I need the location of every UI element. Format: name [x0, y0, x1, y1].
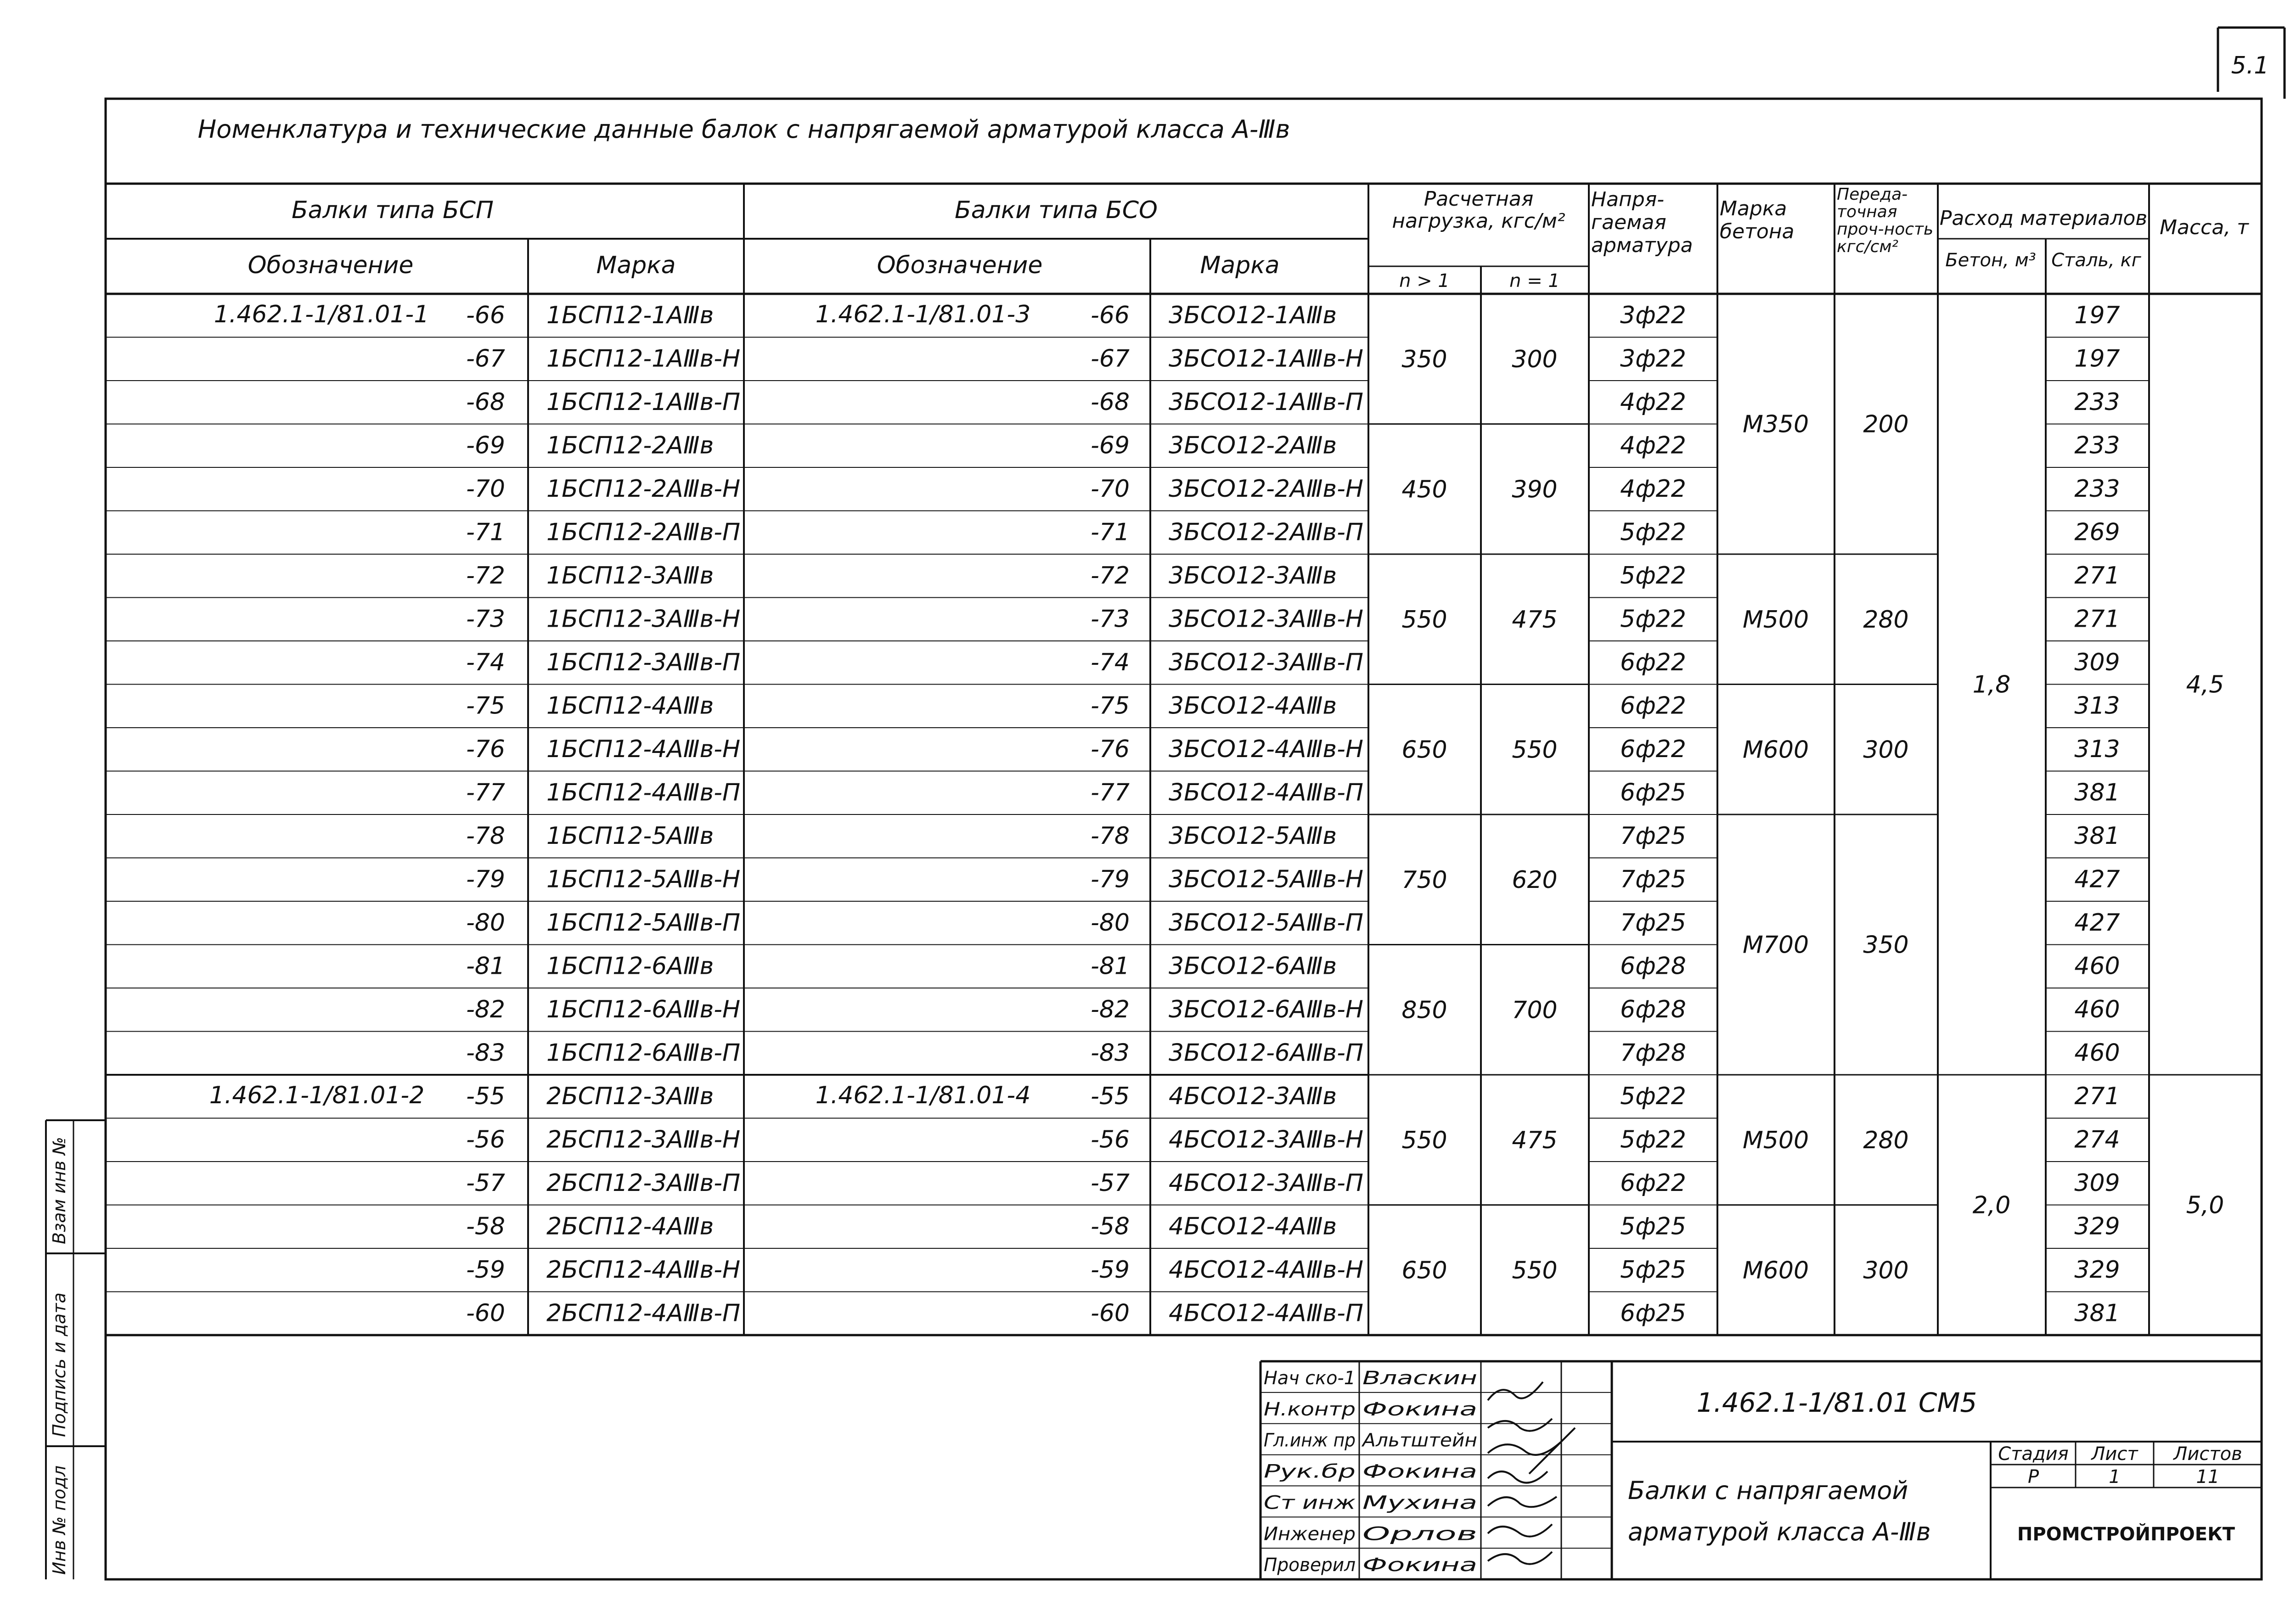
bsp-row-number: -66	[466, 302, 505, 329]
load-n-eq1-cell: 700	[1512, 996, 1558, 1024]
bso-row-mark: 3БСО12-5АⅢв	[1169, 822, 1337, 850]
steel-cell: 381	[2074, 779, 2120, 807]
bso-row-mark: 3БСО12-4АⅢв	[1169, 692, 1337, 720]
bso-row-number: -58	[1091, 1213, 1130, 1241]
bso-row-number: -79	[1091, 865, 1130, 893]
rebar-cell: 5ф22	[1620, 518, 1686, 546]
stamp-role: Рук.бр	[1264, 1461, 1356, 1482]
steel-cell: 309	[2074, 649, 2120, 676]
bsp-row-number: -82	[466, 996, 505, 1023]
stamp-role: Гл.инж пр	[1264, 1430, 1356, 1451]
rebar-cell: 4ф22	[1620, 475, 1686, 503]
stamp-person-name: Орлов	[1362, 1523, 1477, 1545]
bso-row-mark: 3БСО12-3АⅢв-П	[1169, 649, 1363, 676]
bso-row-number: -68	[1091, 388, 1130, 416]
rebar-cell: 4ф22	[1620, 388, 1686, 416]
bsp-group-header: Балки типа БСП	[291, 197, 494, 224]
concrete-grade-cell: М500	[1742, 1126, 1809, 1154]
bsp-row-number: -58	[466, 1213, 505, 1241]
stamp-role: Н.контр	[1264, 1398, 1356, 1420]
stamp-person-name: Фокина	[1362, 1555, 1477, 1576]
bsp-row-mark: 1БСП12-5АⅢв	[546, 822, 714, 850]
concrete-grade-cell: М500	[1742, 606, 1809, 634]
stage-value: Р	[2027, 1466, 2039, 1488]
bso-row-number: -81	[1091, 952, 1130, 980]
bsp-row-mark: 1БСП12-4АⅢв-Н	[546, 736, 741, 763]
load-n-gt1-cell: 650	[1401, 736, 1447, 764]
steel-cell: 233	[2074, 475, 2120, 503]
bsp-row-number: -60	[466, 1299, 505, 1327]
steel-cell: 197	[2074, 302, 2120, 329]
bsp-row-mark: 1БСП12-4АⅢв-П	[546, 779, 741, 807]
bsp-row-number: -69	[466, 432, 505, 460]
bso-designation-prefix: 1.462.1-1/81.01-3	[815, 301, 1031, 328]
bso-row-mark: 4БСО12-3АⅢв-П	[1169, 1169, 1363, 1197]
load-n-eq1-header: n = 1	[1509, 270, 1560, 292]
sheets-label: Листов	[2173, 1443, 2242, 1465]
stamp-person-name: Мухина	[1362, 1492, 1477, 1514]
steel-cell: 427	[2074, 909, 2120, 937]
bsp-mark-header: Марка	[596, 252, 676, 279]
rebar-cell: 5ф25	[1620, 1213, 1686, 1241]
bsp-row-mark: 1БСП12-5АⅢв-Н	[546, 865, 741, 893]
bso-row-mark: 3БСО12-5АⅢв-Н	[1169, 865, 1363, 893]
bso-row-number: -73	[1091, 605, 1130, 633]
bsp-row-number: -71	[466, 518, 505, 546]
mass-header: Масса, т	[2160, 216, 2249, 239]
bso-row-mark: 3БСО12-2АⅢв-Н	[1169, 475, 1363, 503]
bso-row-number: -66	[1091, 302, 1130, 329]
load-n-gt1-cell: 350	[1401, 345, 1447, 373]
stamp-person-name: Альтштейн	[1361, 1430, 1477, 1451]
bsp-row-mark: 1БСП12-6АⅢв-Н	[546, 996, 741, 1023]
bso-row-number: -67	[1091, 345, 1130, 373]
organization-name: ПРОМСТРОЙПРОЕКТ	[2017, 1524, 2235, 1545]
bsp-row-mark: 1БСП12-2АⅢв	[546, 432, 714, 460]
load-header-box	[1371, 188, 1587, 266]
load-n-eq1-cell: 475	[1512, 1126, 1558, 1154]
concrete-volume-cell: 2,0	[1972, 1191, 2011, 1219]
mass-cell: 4,5	[2186, 671, 2224, 699]
transfer-strength-cell: 300	[1863, 1257, 1909, 1285]
bsp-row-mark: 1БСП12-3АⅢв	[546, 562, 714, 590]
rebar-cell: 7ф25	[1620, 865, 1686, 893]
transfer-strength-cell: 200	[1863, 410, 1909, 438]
bsp-row-mark: 1БСП12-1АⅢв	[546, 302, 714, 329]
bso-row-number: -55	[1091, 1083, 1130, 1110]
bso-row-mark: 3БСО12-1АⅢв-П	[1169, 388, 1363, 416]
bso-row-number: -72	[1091, 562, 1130, 590]
bsp-row-number: -68	[466, 388, 505, 416]
bso-row-number: -74	[1091, 649, 1130, 676]
load-n-eq1-cell: 475	[1512, 606, 1558, 634]
steel-cell: 381	[2074, 1299, 2120, 1327]
bsp-row-number: -70	[466, 475, 505, 503]
steel-cell: 329	[2074, 1213, 2120, 1241]
bsp-row-number: -75	[466, 692, 505, 720]
stamp-role: Ст инж	[1264, 1492, 1356, 1514]
bsp-designation-prefix: 1.462.1-1/81.01-1	[214, 301, 429, 328]
concrete-grade-cell: М600	[1742, 1257, 1809, 1285]
side-stamp	[46, 1120, 106, 1579]
rebar-cell: 7ф28	[1620, 1039, 1686, 1067]
bsp-row-number: -72	[466, 562, 505, 590]
bso-row-mark: 4БСО12-3АⅢв-Н	[1169, 1126, 1363, 1154]
steel-cell: 313	[2074, 692, 2120, 720]
bso-row-mark: 3БСО12-3АⅢв-Н	[1169, 605, 1363, 633]
rebar-header-box	[1591, 188, 1717, 294]
stamp-person-name: Власкин	[1362, 1368, 1477, 1389]
load-n-gt1-header: n > 1	[1399, 270, 1450, 292]
bsp-row-mark: 1БСП12-2АⅢв-П	[546, 518, 741, 546]
steel-cell: 329	[2074, 1256, 2120, 1284]
bso-row-number: -83	[1091, 1039, 1130, 1067]
bsp-row-number: -77	[466, 779, 505, 807]
side-stamp-inv: Инв № подл	[49, 1465, 69, 1575]
bsp-row-mark: 2БСП12-4АⅢв-Н	[546, 1256, 741, 1284]
steel-cell: 460	[2074, 952, 2120, 980]
rebar-cell: 6ф22	[1620, 1169, 1686, 1197]
bso-row-number: -77	[1091, 779, 1130, 807]
stamp-person-name: Фокина	[1362, 1461, 1477, 1482]
bsp-row-mark: 1БСП12-6АⅢв	[546, 952, 714, 980]
load-n-gt1-cell: 550	[1401, 606, 1447, 634]
bsp-row-number: -59	[466, 1256, 505, 1284]
steel-cell: 271	[2074, 562, 2120, 590]
bso-row-number: -82	[1091, 996, 1130, 1023]
bso-row-number: -60	[1091, 1299, 1130, 1327]
bsp-row-mark: 1БСП12-1АⅢв-П	[546, 388, 741, 416]
bso-row-mark: 3БСО12-6АⅢв	[1169, 952, 1337, 980]
load-n-gt1-cell: 450	[1401, 476, 1447, 504]
concrete-grade-cell: М700	[1742, 931, 1809, 959]
bso-row-number: -71	[1091, 518, 1130, 546]
load-n-gt1-cell: 550	[1401, 1126, 1447, 1154]
side-stamp-replace: Взам инв №	[49, 1137, 69, 1244]
rebar-cell: 7ф25	[1620, 822, 1686, 850]
steel-cell: 313	[2074, 736, 2120, 763]
steel-header: Сталь, кг	[2051, 250, 2141, 271]
bsp-row-number: -73	[466, 605, 505, 633]
load-n-eq1-cell: 550	[1512, 736, 1558, 764]
bsp-row-mark: 2БСП12-3АⅢв-П	[546, 1169, 741, 1197]
steel-cell: 309	[2074, 1169, 2120, 1197]
sheets-value: 11	[2196, 1466, 2220, 1488]
rebar-cell: 6ф22	[1620, 649, 1686, 676]
bso-row-mark: 4БСО12-4АⅢв	[1169, 1213, 1337, 1241]
bso-row-mark: 3БСО12-2АⅢв	[1169, 432, 1337, 460]
bsp-row-mark: 2БСП12-3АⅢв	[546, 1083, 714, 1110]
bso-row-number: -56	[1091, 1126, 1130, 1154]
bso-row-mark: 3БСО12-3АⅢв	[1169, 562, 1337, 590]
bso-row-mark: 4БСО12-4АⅢв-Н	[1169, 1256, 1363, 1284]
bso-row-number: -59	[1091, 1256, 1130, 1284]
bso-row-mark: 3БСО12-4АⅢв-Н	[1169, 736, 1363, 763]
bsp-row-mark: 1БСП12-3АⅢв-Н	[546, 605, 741, 633]
transfer-strength-cell: 300	[1863, 736, 1909, 764]
bsp-row-number: -67	[466, 345, 505, 373]
sheet-mark-box	[2218, 28, 2285, 99]
bsp-row-number: -55	[466, 1083, 505, 1110]
load-n-gt1-cell: 850	[1401, 996, 1447, 1024]
steel-cell: 460	[2074, 996, 2120, 1023]
rebar-cell: 6ф25	[1620, 1299, 1686, 1327]
concrete-volume-header: Бетон, м³	[1945, 250, 2036, 271]
bsp-row-number: -57	[466, 1169, 505, 1197]
bso-group-header: Балки типа БСО	[955, 197, 1158, 224]
steel-cell: 233	[2074, 432, 2120, 460]
stage-label: Стадия	[1998, 1443, 2069, 1465]
title-block	[1261, 1361, 2262, 1579]
bsp-row-mark: 1БСП12-1АⅢв-Н	[546, 345, 741, 373]
bsp-row-mark: 1БСП12-4АⅢв	[546, 692, 714, 720]
bsp-row-number: -56	[466, 1126, 505, 1154]
steel-cell: 271	[2074, 1083, 2120, 1110]
stamp-person-name: Фокина	[1362, 1398, 1477, 1420]
bso-row-mark: 3БСО12-6АⅢв-Н	[1169, 996, 1363, 1023]
transfer-strength-cell: 280	[1863, 606, 1909, 634]
mass-cell: 5,0	[2186, 1191, 2224, 1219]
load-header: Расчетная нагрузка, кгс/м²	[1392, 188, 1565, 233]
concrete-grade-cell: М600	[1742, 736, 1809, 764]
bso-row-number: -57	[1091, 1169, 1130, 1197]
bsp-designation-prefix: 1.462.1-1/81.01-2	[209, 1082, 425, 1109]
load-n-gt1-cell: 750	[1401, 866, 1447, 894]
concrete-grade-cell: М350	[1742, 410, 1809, 438]
rebar-cell: 5ф22	[1620, 562, 1686, 590]
rebar-cell: 6ф28	[1620, 952, 1686, 980]
bso-row-number: -75	[1091, 692, 1130, 720]
materials-header: Расход материалов	[1939, 207, 2148, 230]
transfer-strength-cell: 280	[1863, 1126, 1909, 1154]
bsp-row-mark: 1БСП12-2АⅢв-Н	[546, 475, 741, 503]
bso-designation-header: Обозначение	[877, 252, 1043, 279]
sheet-mark: 5.1	[2231, 52, 2269, 79]
bso-row-mark: 4БСО12-3АⅢв	[1169, 1083, 1337, 1110]
rebar-cell: 5ф22	[1620, 605, 1686, 633]
steel-cell: 271	[2074, 605, 2120, 633]
rebar-cell: 6ф22	[1620, 736, 1686, 763]
bso-mark-header: Марка	[1200, 252, 1280, 279]
rebar-cell: 5ф22	[1620, 1083, 1686, 1110]
stamp-role: Проверил	[1264, 1555, 1356, 1576]
bsp-row-number: -74	[466, 649, 505, 676]
bsp-row-number: -81	[466, 952, 505, 980]
steel-cell: 269	[2074, 518, 2120, 546]
bso-row-number: -78	[1091, 822, 1130, 850]
rebar-cell: 4ф22	[1620, 432, 1686, 460]
transfer-strength-cell: 350	[1863, 931, 1909, 959]
rebar-cell: 6ф25	[1620, 779, 1686, 807]
rebar-cell: 3ф22	[1620, 302, 1686, 329]
bsp-row-mark: 1БСП12-6АⅢв-П	[546, 1039, 741, 1067]
bso-row-number: -80	[1091, 909, 1130, 937]
document-name-line-1: Балки с напрягаемой	[1628, 1476, 1908, 1505]
load-n-eq1-cell: 300	[1512, 345, 1558, 373]
side-stamp-sign: Подпись и дата	[49, 1292, 69, 1437]
stamp-role: Инженер	[1264, 1523, 1356, 1545]
bso-row-mark: 3БСО12-1АⅢв	[1169, 302, 1337, 329]
bso-row-mark: 3БСО12-1АⅢв-Н	[1169, 345, 1363, 373]
steel-cell: 427	[2074, 865, 2120, 893]
concrete-grade-header: Марка бетона	[1720, 197, 1795, 243]
bsp-row-mark: 1БСП12-5АⅢв-П	[546, 909, 741, 937]
rebar-cell: 6ф28	[1620, 996, 1686, 1023]
bsp-row-mark: 2БСП12-4АⅢв	[546, 1213, 714, 1241]
bsp-row-mark: 1БСП12-3АⅢв-П	[546, 649, 741, 676]
steel-cell: 381	[2074, 822, 2120, 850]
bso-row-mark: 3БСО12-2АⅢв-П	[1169, 518, 1363, 546]
bso-row-mark: 4БСО12-4АⅢв-П	[1169, 1299, 1363, 1327]
rebar-cell: 5ф22	[1620, 1126, 1686, 1154]
rebar-cell: 5ф25	[1620, 1256, 1686, 1284]
bso-row-mark: 3БСО12-4АⅢв-П	[1169, 779, 1363, 807]
bso-row-number: -76	[1091, 736, 1130, 763]
steel-cell: 197	[2074, 345, 2120, 373]
bsp-row-number: -79	[466, 865, 505, 893]
bsp-row-number: -83	[466, 1039, 505, 1067]
transfer-header-box	[1837, 186, 1938, 294]
load-n-eq1-cell: 620	[1512, 866, 1558, 894]
concrete-volume-cell: 1,8	[1972, 671, 2011, 699]
rebar-cell: 6ф22	[1620, 692, 1686, 720]
sheet-label: Лист	[2091, 1443, 2138, 1465]
rebar-header: Напря-гаемая арматура	[1591, 188, 1693, 257]
bsp-row-number: -76	[466, 736, 505, 763]
bsp-row-mark: 2БСП12-4АⅢв-П	[546, 1299, 741, 1327]
bso-row-mark: 3БСО12-5АⅢв-П	[1169, 909, 1363, 937]
document-name-line-2: арматурой класса А-Ⅲв	[1628, 1517, 1931, 1546]
concrete-header-box	[1720, 197, 1835, 289]
load-n-eq1-cell: 390	[1512, 476, 1558, 504]
bsp-row-number: -80	[466, 909, 505, 937]
table-title: Номенклатура и технические данные балок с напрягаемой арматурой класса А-Ⅲв	[197, 115, 1290, 144]
steel-cell: 233	[2074, 388, 2120, 416]
document-code: 1.462.1-1/81.01 СМ5	[1696, 1387, 1977, 1418]
steel-cell: 274	[2074, 1126, 2120, 1154]
bso-row-number: -70	[1091, 475, 1130, 503]
stamp-role: Нач ско-1	[1264, 1368, 1356, 1389]
transfer-strength-header: Переда-точная проч-ность кгс/см²	[1837, 186, 1934, 256]
bsp-row-number: -78	[466, 822, 505, 850]
bsp-row-mark: 2БСП12-3АⅢв-Н	[546, 1126, 741, 1154]
bsp-designation-header: Обозначение	[248, 252, 414, 279]
rebar-cell: 7ф25	[1620, 909, 1686, 937]
sheet-value: 1	[2109, 1466, 2121, 1488]
rebar-cell: 3ф22	[1620, 345, 1686, 373]
bso-designation-prefix: 1.462.1-1/81.01-4	[815, 1082, 1031, 1109]
steel-cell: 460	[2074, 1039, 2120, 1067]
load-n-eq1-cell: 550	[1512, 1257, 1558, 1285]
load-n-gt1-cell: 650	[1401, 1257, 1447, 1285]
bso-row-mark: 3БСО12-6АⅢв-П	[1169, 1039, 1363, 1067]
bso-row-number: -69	[1091, 432, 1130, 460]
